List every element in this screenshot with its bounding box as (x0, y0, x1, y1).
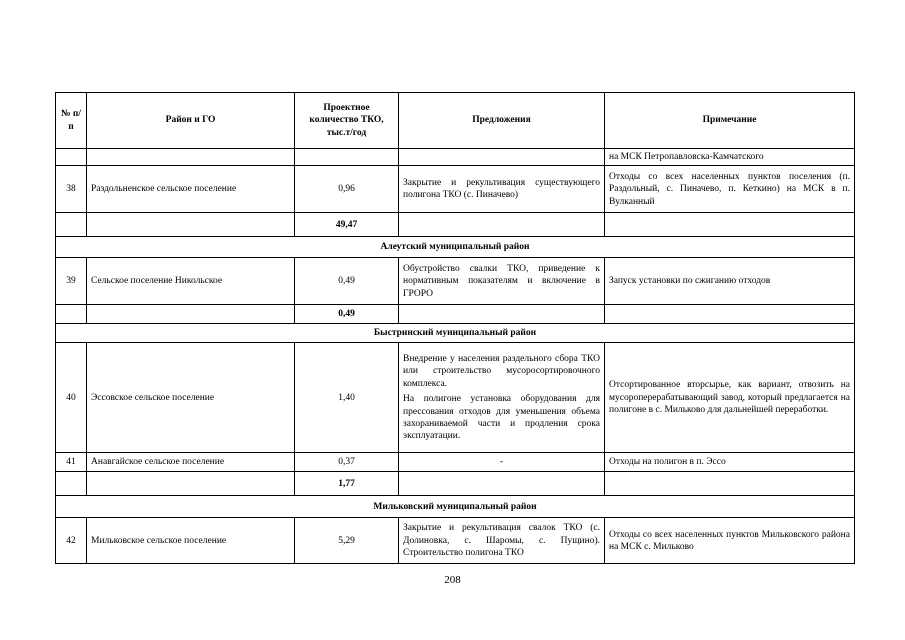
row-note: Отходы со всех населенных пунктов Мильковского района на МСК с. Мильково (605, 518, 855, 564)
page-number: 208 (444, 574, 461, 586)
row-amount: 0,49 (295, 258, 399, 305)
table-row (56, 453, 855, 472)
row-num: 39 (56, 258, 87, 305)
row-proposal (399, 343, 605, 453)
row-district: Эссовское сельское поселение (87, 343, 295, 453)
subtotal-value: 1,77 (295, 472, 399, 496)
row-district: Анавгайское сельское поселение (87, 453, 295, 472)
section-title: Алеутский муниципальный район (56, 237, 855, 258)
table-row (56, 518, 855, 564)
subtotal-row (56, 472, 855, 496)
header-note: Примечание (605, 93, 855, 149)
carry-over-note: на МСК Петропавловска-Камчатского (605, 149, 855, 166)
section-row (56, 324, 855, 343)
subtotal-row (56, 305, 855, 324)
waste-table (55, 92, 855, 564)
row-amount: 5,29 (295, 518, 399, 564)
table-row (56, 166, 855, 213)
row-note: Отходы на полигон в п. Эссо (605, 453, 855, 472)
section-title: Мильковский муниципальный район (56, 496, 855, 518)
row-proposal: - (399, 453, 605, 472)
row-amount: 0,37 (295, 453, 399, 472)
row-note: Запуск установки по сжиганию отходов (605, 258, 855, 305)
row-note: Отсортированное вторсырье, как вариант, отвозить на мусороперерабатывающий завод, который предлагается на полигоне в с. Мильково для дальнейшей переработки. (605, 343, 855, 453)
header-num: № п/п (56, 93, 87, 149)
table-row (56, 149, 855, 166)
row-proposal: Обустройство свалки ТКО, приведение к нормативным показателям и включение в ГРОРО (399, 258, 605, 305)
section-title: Быстринский муниципальный район (56, 324, 855, 343)
subtotal-value: 0,49 (295, 305, 399, 324)
section-row (56, 496, 855, 518)
header-district: Район и ГО (87, 93, 295, 149)
row-proposal: Закрытие и рекультивация существующего полигона ТКО (с. Пиначево) (399, 166, 605, 213)
proposal-paragraph: На полигоне установка оборудования для прессования отходов для уменьшения объема захораниваемой части и продления срока эксплуатации. (403, 394, 600, 442)
row-num: 42 (56, 518, 87, 564)
row-proposal: Закрытие и рекультивация свалок ТКО (с. Долиновка, с. Шаромы, с. Пущино). Строительство полигона ТКО (399, 518, 605, 564)
row-num: 38 (56, 166, 87, 213)
subtotal-row (56, 213, 855, 237)
row-note: Отходы со всех населенных пунктов поселения (п. Раздольный, с. Пиначево, п. Кеткино) на МСК в п. Вулканный (605, 166, 855, 213)
row-amount: 0,96 (295, 166, 399, 213)
header-amount: Проектное количество ТКО, тыс.т/год (295, 93, 399, 149)
header-proposals: Предложения (399, 93, 605, 149)
row-amount: 1,40 (295, 343, 399, 453)
table-row (56, 343, 855, 453)
header-row (56, 93, 855, 149)
row-num: 40 (56, 343, 87, 453)
row-district: Мильковское сельское поселение (87, 518, 295, 564)
section-row (56, 237, 855, 258)
row-num: 41 (56, 453, 87, 472)
row-district: Сельское поселение Никольское (87, 258, 295, 305)
table-row (56, 258, 855, 305)
proposal-paragraph: Внедрение у населения раздельного сбора ТКО или строительство мусоросортировочного комплекса. (403, 354, 600, 389)
row-district: Раздольненское сельское поселение (87, 166, 295, 213)
subtotal-value: 49,47 (295, 213, 399, 237)
